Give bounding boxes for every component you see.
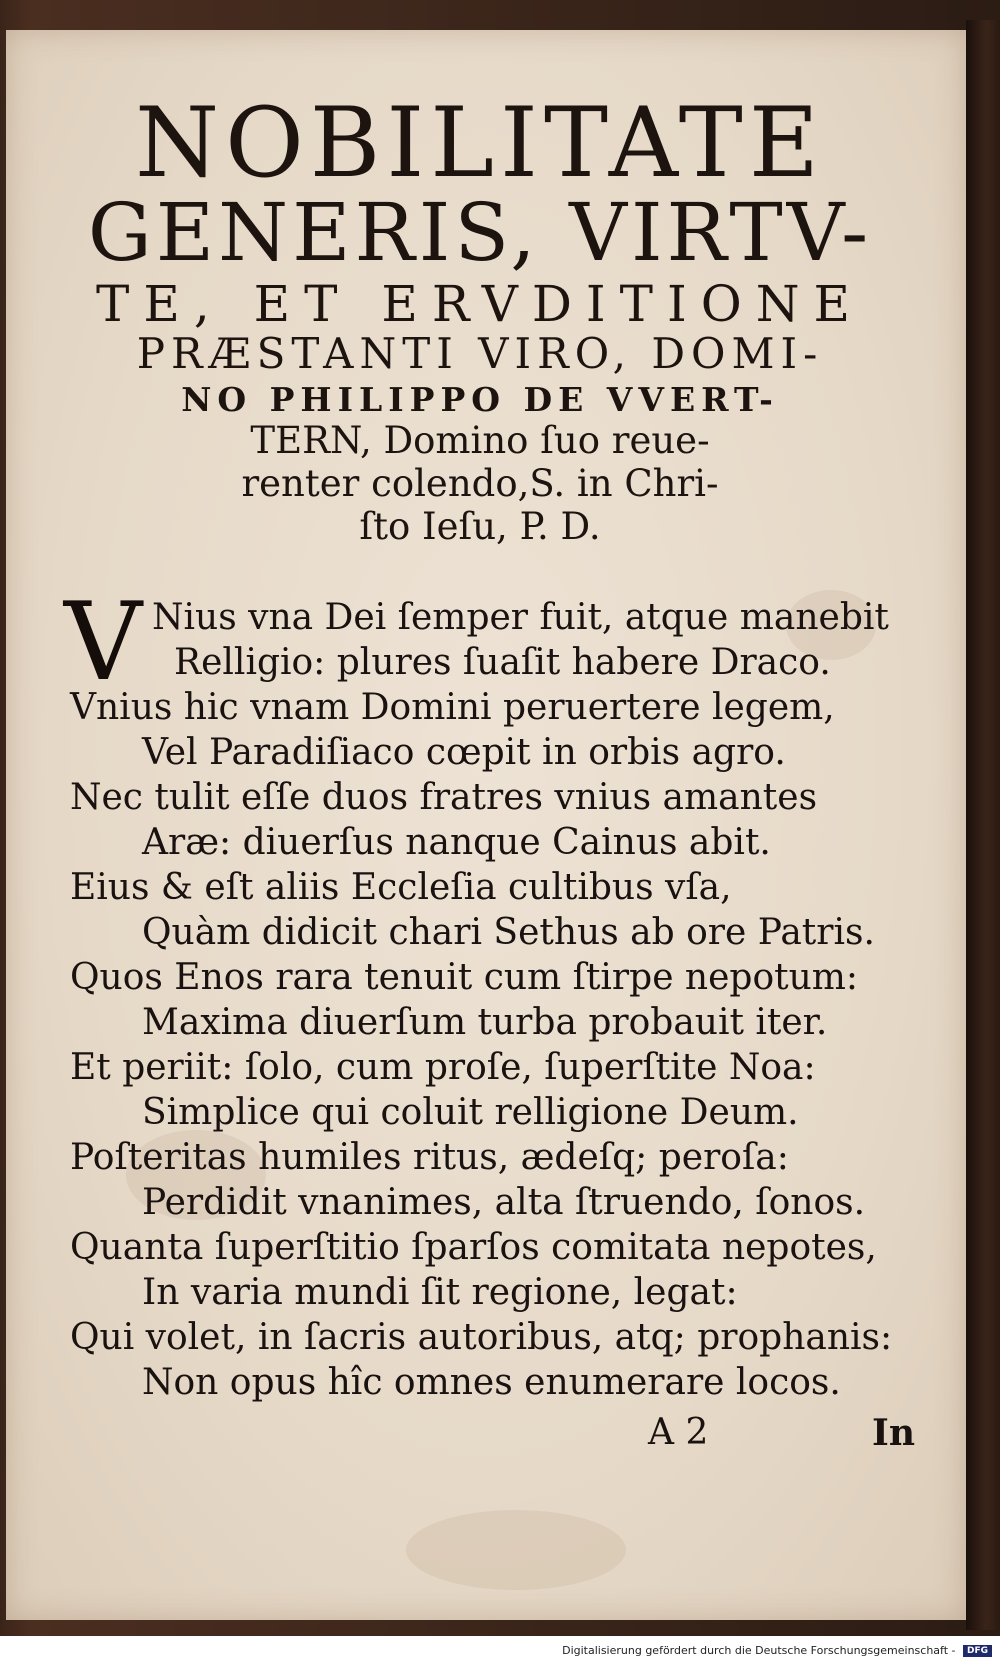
title-line: GENERIS, VIRTV- — [87, 186, 873, 279]
verse-line: Perdidit vnanimes, alta ſtruendo, ſonos. — [142, 1182, 866, 1223]
credit-text: Digitalisierung gefördert durch die Deutsche Forschungsgemeinschaft - — [562, 1644, 956, 1657]
dfg-logo: DFG — [963, 1645, 992, 1657]
dedication-title — [40, 87, 920, 548]
title-line: NO PHILIPPO DE VVERT- — [181, 380, 779, 419]
title-line: TERN, Domino ſuo reue- — [250, 419, 710, 462]
title-line: PRÆSTANTI VIRO, DOMI- — [136, 329, 824, 378]
drop-cap: V — [64, 580, 142, 705]
verse-line: Et periit: ſolo, cum proſe, ſuperſtite Noa: — [70, 1047, 816, 1088]
digitization-credit — [562, 1644, 992, 1657]
title-line: TE, ET ERVDITIONE — [95, 275, 865, 333]
verse-line: Eius & eſt aliis Eccleſia cultibus vſa, — [70, 867, 732, 908]
verse-line: Simplice qui coluit relligione Deum. — [142, 1092, 799, 1133]
signature-mark: A 2 — [648, 1412, 709, 1453]
poem-body — [64, 580, 930, 1405]
title-line: renter colendo,S. in Chri- — [241, 462, 719, 505]
verse-line: Vnius hic vnam Domini peruertere legem, — [70, 687, 835, 728]
verse-line: Vel Paradiſiaco cœpit in orbis agro. — [142, 732, 786, 773]
verse-line: Nec tulit eſſe duos fratres vnius amantes — [70, 777, 818, 818]
verse-line: Nius vna Dei ſemper fuit, atque manebit — [152, 597, 889, 638]
title-line: NOBILITATE — [135, 87, 825, 199]
title-line: ſto Ieſu, P. D. — [359, 505, 601, 548]
book-edge — [966, 20, 1000, 1630]
verse-line: Quanta ſuperſtitio ſparſos comitata nepotes, — [70, 1227, 877, 1268]
paper-stain — [406, 1510, 626, 1590]
verse-line: Aræ: diuerſus nanque Cainus abit. — [142, 822, 771, 863]
verse-line: Poſteritas humiles ritus, ædeſq; peroſa: — [70, 1137, 789, 1178]
verse-line: In varia mundi ſit regione, legat: — [142, 1272, 738, 1313]
verse-line: Non opus hîc omnes enumerare locos. — [142, 1362, 841, 1403]
verse-line: Qui volet, in ſacris autoribus, atq; prophanis: — [70, 1317, 893, 1358]
verse-line: Relligio: plures ſuaſit habere Draco. — [174, 642, 831, 683]
verse-line: Quàm didicit chari Sethus ab ore Patris. — [142, 912, 875, 953]
catchword: In — [872, 1412, 916, 1454]
verse-line: Maxima diuerſum turba probauit iter. — [142, 1002, 828, 1043]
verse-line: Quos Enos rara tenuit cum ſtirpe nepotum: — [70, 957, 859, 998]
